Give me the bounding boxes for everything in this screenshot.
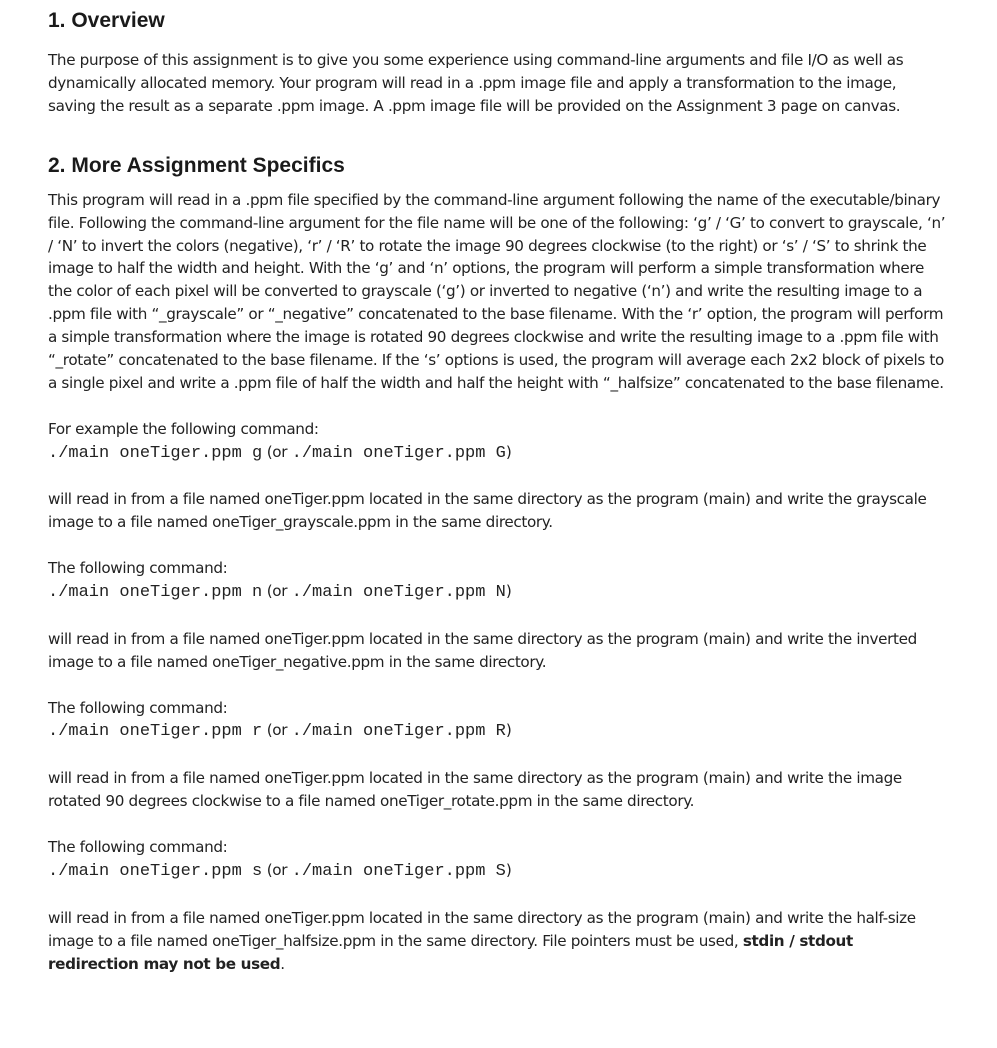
spacer xyxy=(48,118,948,153)
spacer xyxy=(48,674,948,697)
example-intro: For example the following command: xyxy=(48,419,319,438)
spacer xyxy=(48,395,948,418)
specifics-heading: 2. More Assignment Specifics xyxy=(48,153,345,177)
spacer xyxy=(48,605,948,628)
example-description xyxy=(48,907,948,976)
example-description: will read in from a file named oneTiger.ppm located in the same directory as the program (main) and write the grayscale image to a file named oneTiger_grayscale.ppm in the same directory. xyxy=(48,490,927,532)
spacer xyxy=(48,813,948,836)
example-command-line xyxy=(48,859,948,884)
description-text: will read in from a file named oneTiger.ppm located in the same directory as the program (main) and write the half-size image to a file named oneTiger_halfsize.ppm in the same directory. File pointers must be used, xyxy=(48,908,916,950)
or-text: (or xyxy=(262,442,292,461)
command-code-alt: ./main oneTiger.ppm R xyxy=(291,722,506,742)
spacer xyxy=(48,744,948,767)
command-code: ./main oneTiger.ppm r xyxy=(48,722,263,742)
example-command-line xyxy=(48,441,948,466)
command-code-alt: ./main oneTiger.ppm N xyxy=(291,583,506,603)
example-command-line xyxy=(48,580,948,605)
close-paren: ) xyxy=(505,442,512,461)
overview-paragraph: The purpose of this assignment is to give you some experience using command-line arguments and file I/O as well as dynamically allocated memory. Your program will read in a .ppm image file and apply a transformation to the image, saving the result as a separate .ppm image. A .ppm image file will be provided on the Assignment 3 page on canvas. xyxy=(48,51,904,115)
example-command-line xyxy=(48,719,948,744)
description-end: . xyxy=(280,954,285,973)
example-intro: The following command: xyxy=(48,559,228,578)
document-body xyxy=(48,8,948,975)
close-paren: ) xyxy=(505,721,512,740)
command-code-alt: ./main oneTiger.ppm S xyxy=(291,861,506,881)
or-text: (or xyxy=(262,582,292,601)
command-code: ./main oneTiger.ppm s xyxy=(48,861,263,881)
spacer xyxy=(48,884,948,907)
overview-heading: 1. Overview xyxy=(48,9,165,32)
close-paren: ) xyxy=(505,860,512,879)
command-code: ./main oneTiger.ppm n xyxy=(48,583,263,603)
or-text: (or xyxy=(262,860,292,879)
spacer xyxy=(48,34,948,49)
description-bold-text: stdin / stdout redirection may not be used xyxy=(48,931,853,973)
example-intro: The following command: xyxy=(48,698,228,717)
example-intro: The following command: xyxy=(48,837,228,856)
spacer xyxy=(48,179,948,189)
example-description: will read in from a file named oneTiger.ppm located in the same directory as the program (main) and write the inverted image to a file named oneTiger_negative.ppm in the same directory. xyxy=(48,629,917,671)
command-code-alt: ./main oneTiger.ppm G xyxy=(291,443,506,463)
or-text: (or xyxy=(262,721,292,740)
close-paren: ) xyxy=(505,582,512,601)
spacer xyxy=(48,466,948,489)
command-code: ./main oneTiger.ppm g xyxy=(48,443,263,463)
example-description: will read in from a file named oneTiger.ppm located in the same directory as the program (main) and write the image rotated 90 degrees clockwise to a file named oneTiger_rotate.ppm in the same directory. xyxy=(48,769,902,811)
spacer xyxy=(48,534,948,557)
specifics-paragraph: This program will read in a .ppm file specified by the command-line argument following the name of the executable/binary file. Following the command-line argument for the file name will be one of the following: ‘g’ / ‘G’ to convert to grayscale, ‘n’ / ‘N’ to invert the colors (negative), ‘r’ / ‘R’ to rotate the image 90 degrees clockwise (to the right) or ‘s’ / ‘S’ to shrink the image to half the width and height. With the ‘g’ and ‘n’ options, the program will perform a simple transformation where the color of each pixel will be converted to grayscale (‘g’) or inverted to negative (‘n’) and write the resulting image to a .ppm file with “_grayscale” or “_negative” concatenated to the base filename. With the ‘r’ option, the program will perform a simple transformation where the image is rotated 90 degrees clockwise and write the resulting image to a .ppm file with “_rotate” concatenated to the base filename. If the ‘s’ options is used, the program will average each 2x2 block of pixels to a single pixel and write a .ppm file of half the width and half the height with “_halfsize” concatenated to the base filename. xyxy=(48,190,946,392)
